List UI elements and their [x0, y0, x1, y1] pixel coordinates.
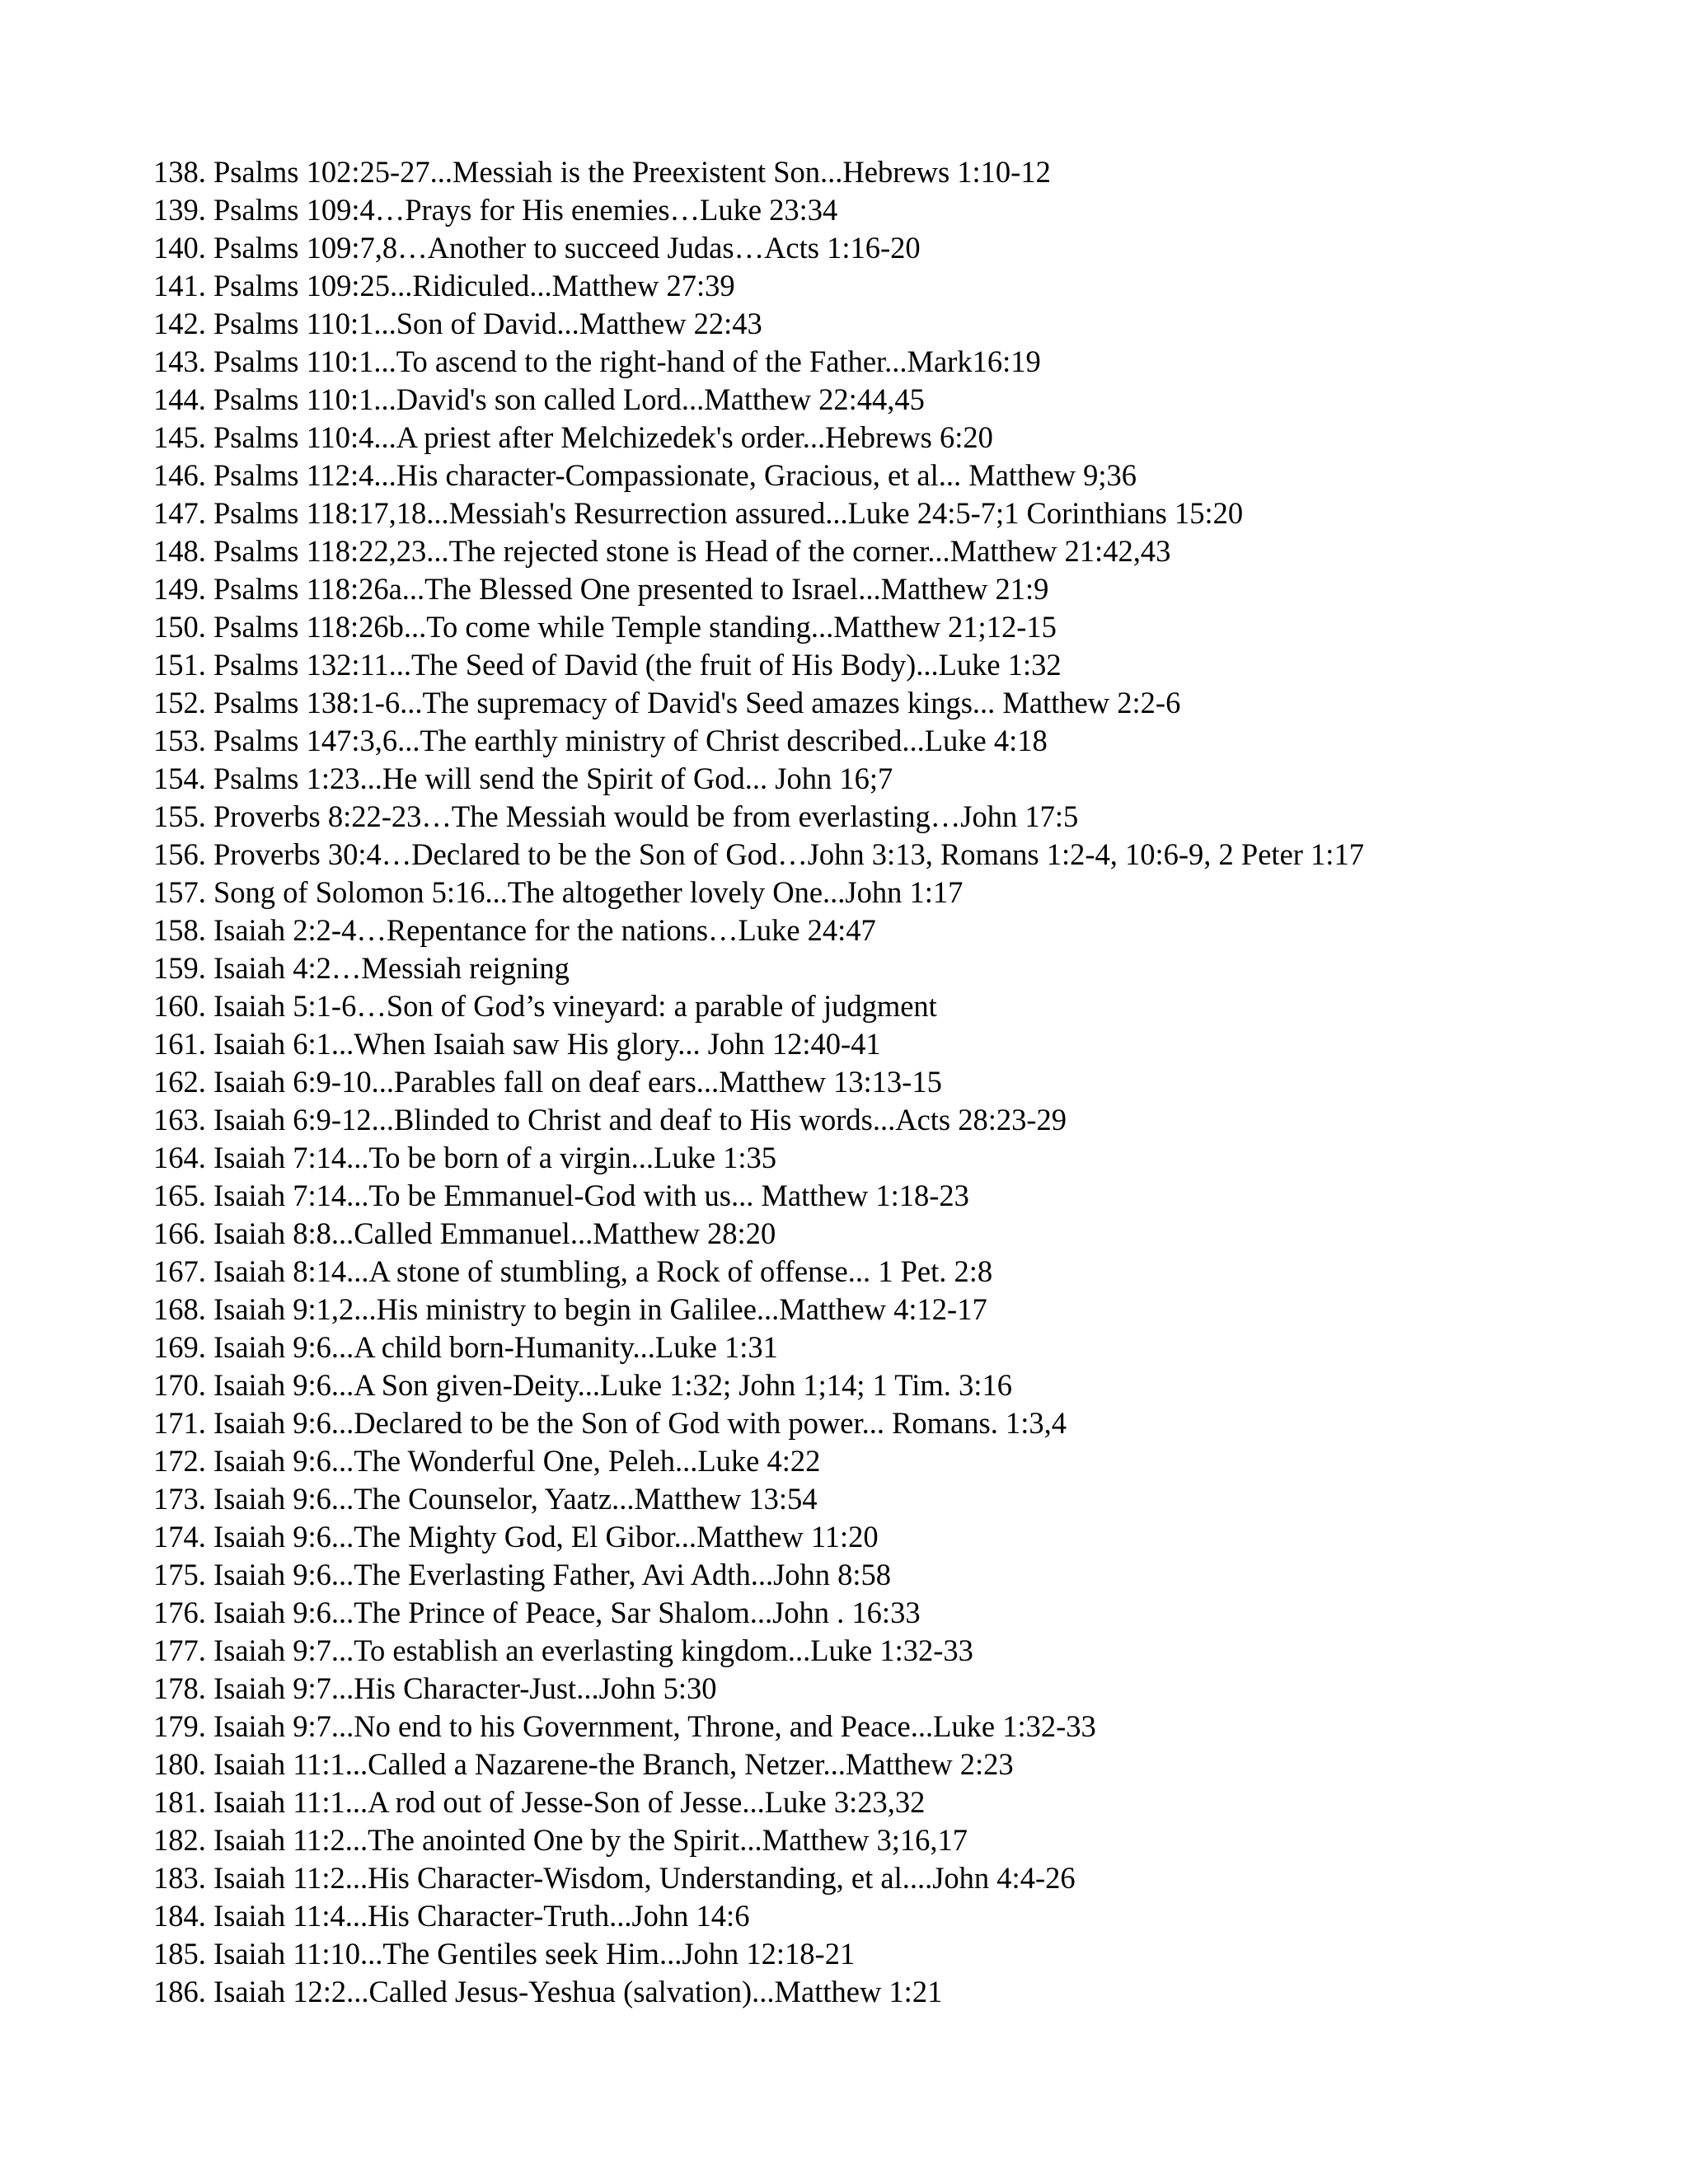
list-item: 164. Isaiah 7:14...To be born of a virgin...Luke 1:35 [153, 1141, 777, 1174]
list-item: 158. Isaiah 2:2-4…Repentance for the nations…Luke 24:47 [153, 913, 876, 947]
prophecy-list [153, 153, 1364, 2011]
list-item: 151. Psalms 132:11...The Seed of David (the fruit of His Body)...Luke 1:32 [153, 648, 1062, 682]
list-item: 157. Song of Solomon 5:16...The altogether lovely One...John 1:17 [153, 875, 964, 909]
list-item: 169. Isaiah 9:6...A child born-Humanity...Luke 1:31 [153, 1330, 778, 1364]
list-item: 171. Isaiah 9:6...Declared to be the Son of God with power... Romans. 1:3,4 [153, 1406, 1067, 1440]
list-item: 167. Isaiah 8:14...A stone of stumbling, a Rock of offense... 1 Pet. 2:8 [153, 1254, 993, 1288]
list-item: 178. Isaiah 9:7...His Character-Just...John 5:30 [153, 1671, 717, 1705]
list-item: 145. Psalms 110:4...A priest after Melchizedek's order...Hebrews 6:20 [153, 420, 993, 454]
list-item: 143. Psalms 110:1...To ascend to the right-hand of the Father...Mark16:19 [153, 344, 1041, 378]
list-item: 150. Psalms 118:26b...To come while Temple standing...Matthew 21;12-15 [153, 610, 1057, 644]
list-item: 140. Psalms 109:7,8…Another to succeed Judas…Acts 1:16-20 [153, 231, 921, 265]
list-item: 165. Isaiah 7:14...To be Emmanuel-God with us... Matthew 1:18-23 [153, 1179, 969, 1212]
list-item: 162. Isaiah 6:9-10...Parables fall on deaf ears...Matthew 13:13-15 [153, 1065, 942, 1099]
list-item: 185. Isaiah 11:10...The Gentiles seek Him...John 12:18-21 [153, 1937, 856, 1971]
list-item: 166. Isaiah 8:8...Called Emmanuel...Matthew 28:20 [153, 1216, 776, 1250]
list-item: 184. Isaiah 11:4...His Character-Truth...John 14:6 [153, 1899, 750, 1933]
list-item: 174. Isaiah 9:6...The Mighty God, El Gibor...Matthew 11:20 [153, 1520, 879, 1554]
list-item: 141. Psalms 109:25...Ridiculed...Matthew 27:39 [153, 269, 735, 302]
list-item: 139. Psalms 109:4…Prays for His enemies…Luke 23:34 [153, 193, 838, 227]
list-item: 163. Isaiah 6:9-12...Blinded to Christ and deaf to His words...Acts 28:23-29 [153, 1103, 1067, 1137]
list-item: 155. Proverbs 8:22-23…The Messiah would be from everlasting…John 17:5 [153, 799, 1079, 833]
list-item: 148. Psalms 118:22,23...The rejected stone is Head of the corner...Matthew 21:42,43 [153, 534, 1171, 568]
list-item: 170. Isaiah 9:6...A Son given-Deity...Luke 1:32; John 1;14; 1 Tim. 3:16 [153, 1368, 1012, 1402]
list-item: 183. Isaiah 11:2...His Character-Wisdom, Understanding, et al....John 4:4-26 [153, 1861, 1076, 1895]
list-item: 138. Psalms 102:25-27...Messiah is the Preexistent Son...Hebrews 1:10-12 [153, 155, 1051, 189]
list-item: 176. Isaiah 9:6...The Prince of Peace, Sar Shalom...John . 16:33 [153, 1596, 921, 1629]
list-item: 152. Psalms 138:1-6...The supremacy of David's Seed amazes kings... Matthew 2:2-6 [153, 686, 1181, 719]
list-item: 186. Isaiah 12:2...Called Jesus-Yeshua (salvation)...Matthew 1:21 [153, 1975, 943, 2008]
list-item: 153. Psalms 147:3,6...The earthly ministry of Christ described...Luke 4:18 [153, 724, 1048, 757]
list-item: 144. Psalms 110:1...David's son called Lord...Matthew 22:44,45 [153, 382, 925, 416]
list-item: 177. Isaiah 9:7...To establish an everlasting kingdom...Luke 1:32-33 [153, 1633, 973, 1667]
list-item: 172. Isaiah 9:6...The Wonderful One, Peleh...Luke 4:22 [153, 1444, 821, 1478]
list-item: 154. Psalms 1:23...He will send the Spirit of God... John 16;7 [153, 762, 893, 795]
list-item: 161. Isaiah 6:1...When Isaiah saw His glory... John 12:40-41 [153, 1027, 881, 1061]
list-item: 142. Psalms 110:1...Son of David...Matthew 22:43 [153, 307, 762, 340]
list-item: 182. Isaiah 11:2...The anointed One by the Spirit...Matthew 3;16,17 [153, 1823, 968, 1857]
list-item: 159. Isaiah 4:2…Messiah reigning [153, 951, 570, 985]
list-item: 149. Psalms 118:26a...The Blessed One presented to Israel...Matthew 21:9 [153, 572, 1049, 606]
list-item: 160. Isaiah 5:1-6…Son of God’s vineyard: a parable of judgment [153, 989, 937, 1023]
list-item: 180. Isaiah 11:1...Called a Nazarene-the Branch, Netzer...Matthew 2:23 [153, 1747, 1014, 1781]
list-item: 181. Isaiah 11:1...A rod out of Jesse-Son of Jesse...Luke 3:23,32 [153, 1785, 926, 1819]
list-item: 179. Isaiah 9:7...No end to his Government, Throne, and Peace...Luke 1:32-33 [153, 1709, 1096, 1743]
list-item: 147. Psalms 118:17,18...Messiah's Resurrection assured...Luke 24:5-7;1 Corinthians 15:20 [153, 496, 1244, 530]
list-item: 175. Isaiah 9:6...The Everlasting Father, Avi Adth...John 8:58 [153, 1558, 892, 1591]
list-item: 173. Isaiah 9:6...The Counselor, Yaatz...Matthew 13:54 [153, 1482, 818, 1516]
list-item: 156. Proverbs 30:4…Declared to be the Son of God…John 3:13, Romans 1:2-4, 10:6-9, 2 Peter 1:17 [153, 837, 1364, 871]
list-item: 146. Psalms 112:4...His character-Compassionate, Gracious, et al... Matthew 9;36 [153, 458, 1137, 492]
list-item: 168. Isaiah 9:1,2...His ministry to begin in Galilee...Matthew 4:12-17 [153, 1292, 987, 1326]
